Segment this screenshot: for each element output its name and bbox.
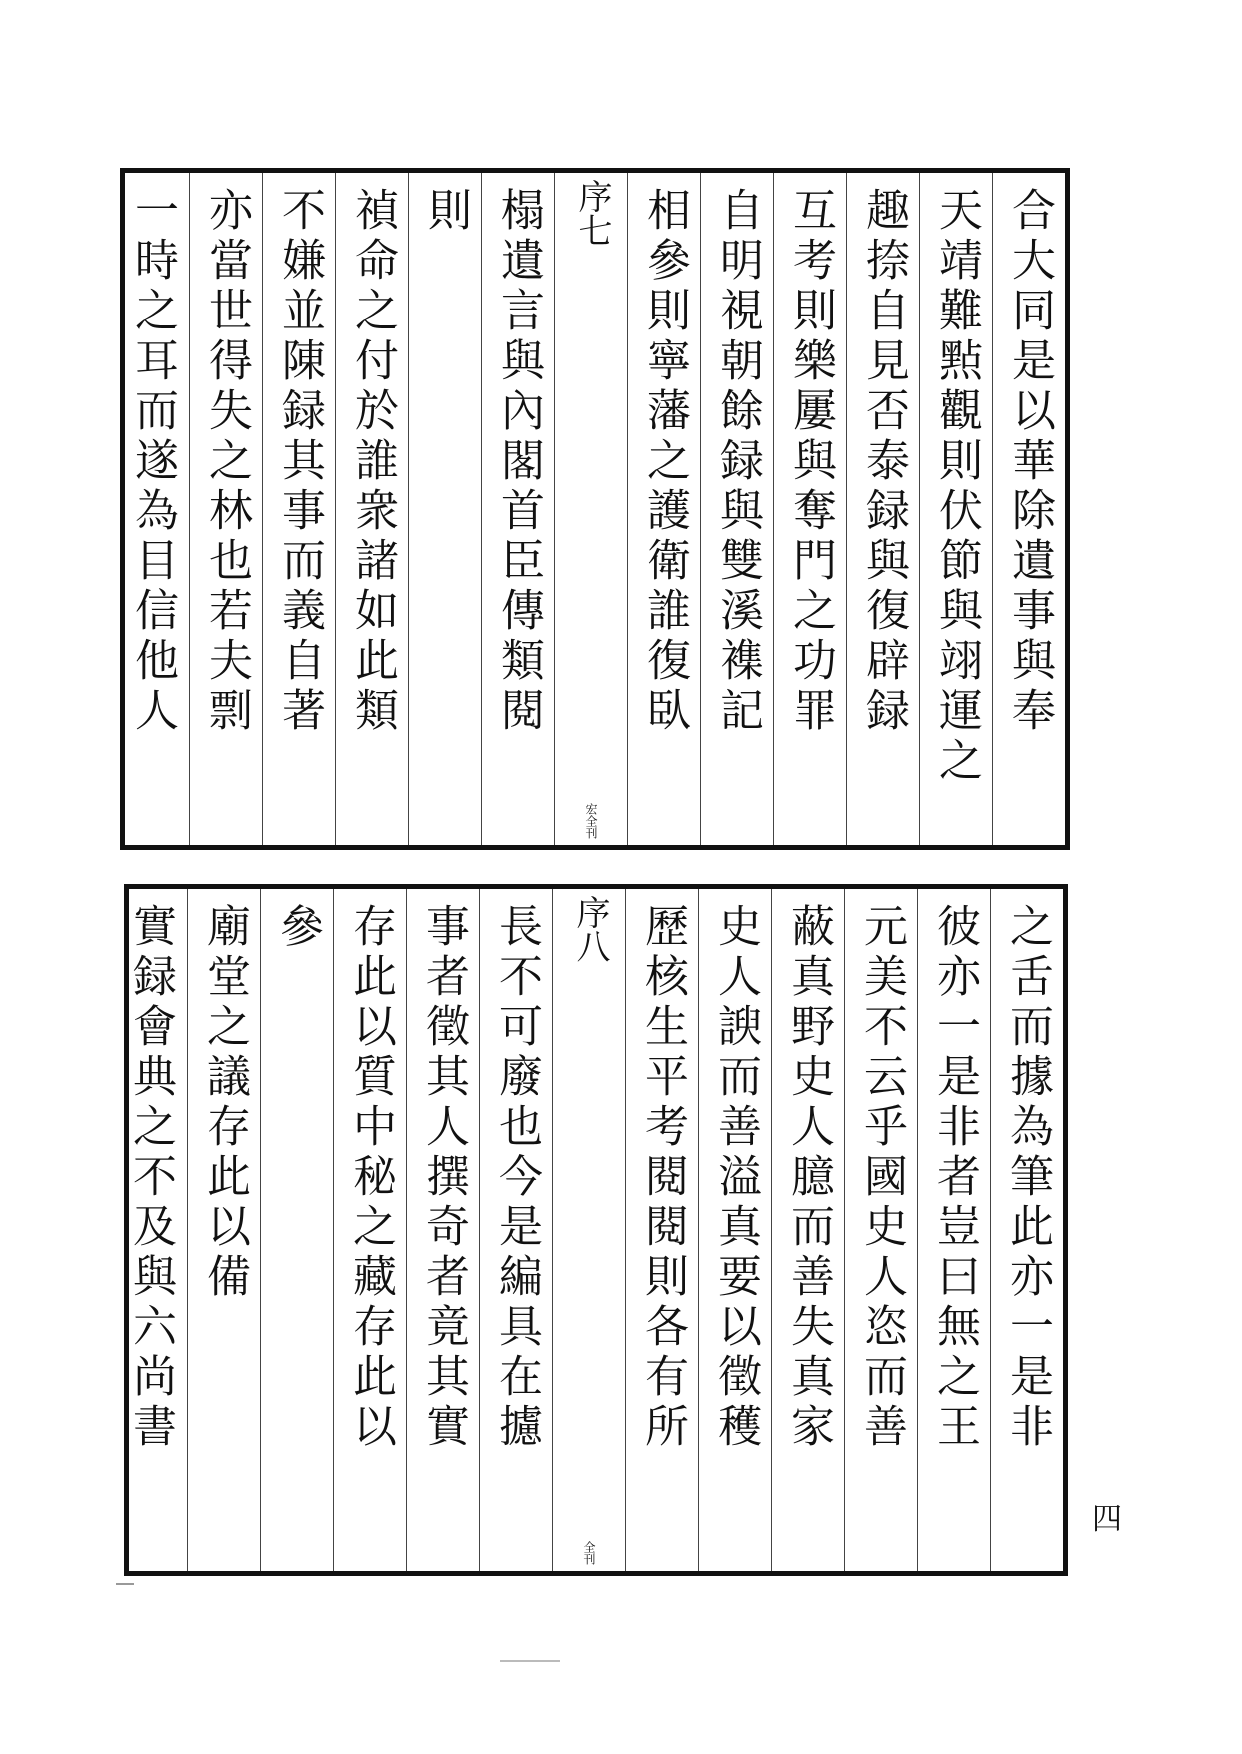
- column-text: 實録會典之不及與六尚書: [125, 903, 176, 1453]
- text-column: [990, 889, 1063, 1571]
- text-column: [625, 889, 698, 1571]
- text-column: [552, 889, 625, 1571]
- text-column: [846, 173, 919, 845]
- text-column: [919, 173, 992, 845]
- column-text: 自明視朝餘録與雙溪襍記: [712, 187, 763, 737]
- section-caption: 序七: [572, 179, 612, 247]
- text-column: [481, 173, 554, 845]
- bottom-panel: [124, 884, 1068, 1576]
- scan-mark: [500, 1660, 560, 1662]
- edition-note: 宏全刊: [584, 803, 598, 839]
- text-column: [479, 889, 552, 1571]
- text-column: [698, 889, 771, 1571]
- text-column: [554, 173, 627, 845]
- text-column: [262, 173, 335, 845]
- text-column: [187, 889, 260, 1571]
- column-text: 參: [272, 903, 323, 953]
- column-text: 彼亦一是非者豈曰無之王: [929, 903, 980, 1453]
- column-text: 之舌而據為筆此亦一是非: [1002, 903, 1053, 1453]
- text-column: [627, 173, 700, 845]
- column-text: 元美不云乎國史人恣而善: [856, 903, 907, 1453]
- column-text: 長不可廢也今是編具在攄: [491, 903, 542, 1453]
- scan-mark: [116, 1583, 134, 1585]
- text-column: [335, 173, 408, 845]
- text-column: [700, 173, 773, 845]
- text-column: [116, 173, 189, 845]
- column-text: 存此以質中秘之藏存此以: [345, 903, 396, 1453]
- column-text: 蔽真野史人臆而善失真家: [783, 903, 834, 1453]
- column-text: 一時之耳而遂為目信他人: [127, 187, 178, 737]
- column-text: 事者徵其人撰奇者竟其實: [418, 903, 469, 1453]
- text-column: [260, 889, 333, 1571]
- text-column: [992, 173, 1065, 845]
- column-text: 相參則寧藩之護衛誰復臥: [639, 187, 690, 737]
- section-caption: 序八: [570, 895, 610, 963]
- text-column: [406, 889, 479, 1571]
- text-column: [773, 173, 846, 845]
- column-text: 亦當世得失之林也若夫剽: [201, 187, 252, 737]
- column-text: 榻遺言與內閣首臣傳類閱: [493, 187, 544, 737]
- column-text: 禎命之付於誰衆諸如此類: [347, 187, 398, 737]
- text-column: [189, 173, 262, 845]
- column-text: 則: [420, 187, 471, 237]
- column-text: 互考則樂屢與奪門之功罪: [785, 187, 836, 737]
- page-number: 四: [1092, 1502, 1122, 1537]
- text-column: [844, 889, 917, 1571]
- top-panel: [120, 168, 1070, 850]
- text-column: [771, 889, 844, 1571]
- text-column: [917, 889, 990, 1571]
- text-column: [333, 889, 406, 1571]
- column-text: 不嫌並陳録其事而義自著: [274, 187, 325, 737]
- column-text: 天靖難㸃觀則伏節與翊運之: [931, 187, 982, 787]
- column-text: 歷核生平考閱閱則各有所: [637, 903, 688, 1453]
- column-text: 廟堂之議存此以備: [199, 903, 250, 1303]
- column-text: 史人諛而善溢真要以徵穫: [710, 903, 761, 1453]
- column-text: 合大同是以華除遺事與奉: [1004, 187, 1055, 737]
- text-column: [114, 889, 187, 1571]
- edition-note: 全刊: [582, 1541, 596, 1565]
- text-column: [408, 173, 481, 845]
- column-text: 趣捺自見否泰録與復辟録: [858, 187, 909, 737]
